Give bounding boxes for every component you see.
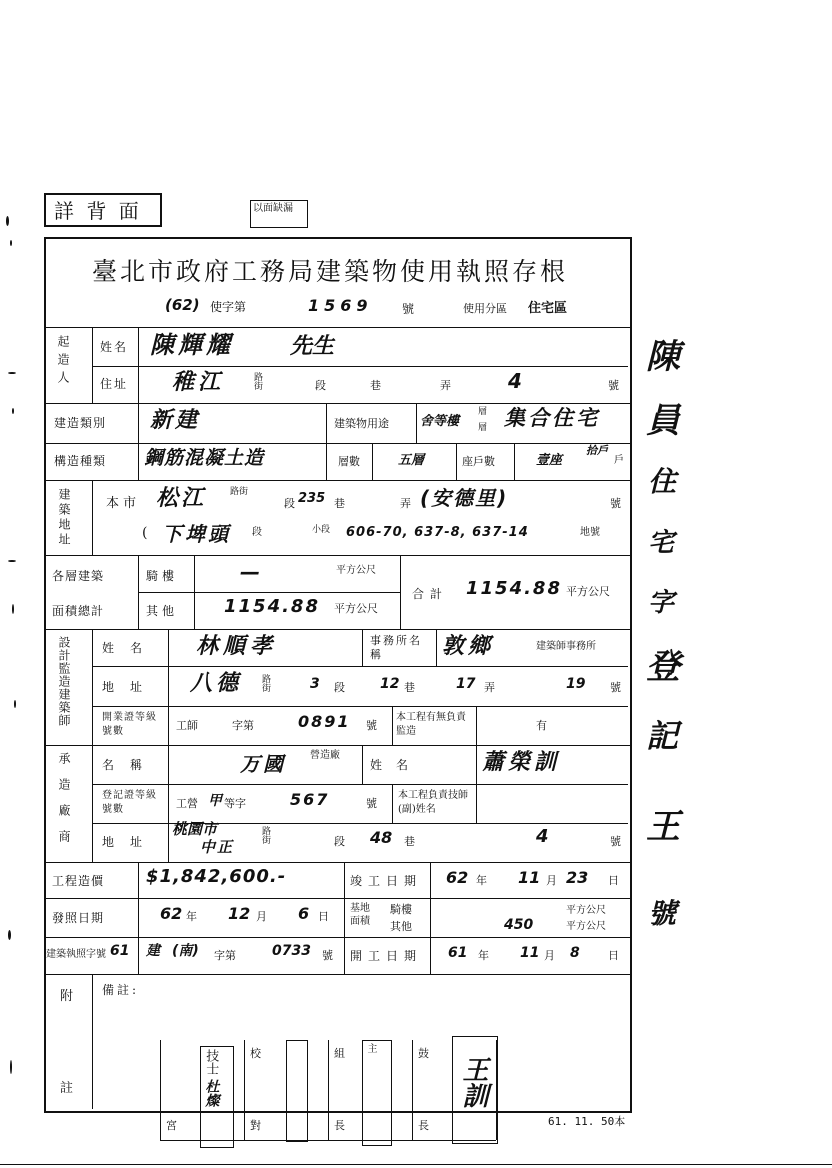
col-line bbox=[326, 443, 327, 480]
col-line bbox=[138, 403, 139, 480]
building-use-floor-sub2: 層 bbox=[478, 423, 488, 433]
designer-address-label: 地址 bbox=[102, 680, 159, 694]
scan-speck bbox=[10, 1060, 12, 1074]
approval-stamp-text: 主 bbox=[365, 1043, 376, 1053]
tech-stamp-title: 技士 bbox=[203, 1049, 219, 1075]
contractor-name-label: 名稱 bbox=[102, 758, 159, 772]
page-title: 臺北市政府工務局建築物使用執照存根 bbox=[92, 257, 569, 286]
divider bbox=[44, 629, 632, 630]
notes-label-bottom: 註 bbox=[60, 1081, 74, 1096]
col-line bbox=[476, 784, 477, 823]
designer-license-no: 0891 bbox=[298, 712, 351, 731]
col-line bbox=[412, 1040, 413, 1140]
scan-speck bbox=[6, 216, 9, 226]
site-paren-open: ( bbox=[142, 525, 148, 541]
divider bbox=[92, 784, 628, 785]
margin-char: 號 bbox=[648, 897, 677, 930]
col-line bbox=[344, 862, 345, 974]
other-area-label: 其他 bbox=[146, 604, 179, 618]
designer-address-road: 路街 bbox=[262, 675, 272, 694]
building-use-floor: 舍等樓 bbox=[420, 414, 460, 429]
site-lane: 巷 bbox=[334, 497, 345, 510]
bottom-edge bbox=[0, 1164, 832, 1165]
area-label-2: 面積總計 bbox=[52, 604, 105, 618]
designer-office-suffix: 建築師事務所 bbox=[536, 641, 596, 652]
divider bbox=[92, 366, 628, 367]
area-label-1: 各層建築 bbox=[52, 569, 105, 583]
completion-month-suffix: 月 bbox=[546, 874, 557, 887]
scan-speck bbox=[10, 240, 12, 246]
scan-speck bbox=[12, 408, 14, 414]
permit-ref-mid: 字第 bbox=[214, 949, 236, 962]
divider bbox=[138, 592, 400, 593]
designer-address-alley-no: 17 bbox=[456, 676, 476, 692]
start-day-suffix: 日 bbox=[608, 949, 619, 962]
contractor-reg-mid: 等字 bbox=[224, 797, 246, 810]
form-frame bbox=[44, 237, 632, 1113]
approval-stamp bbox=[362, 1040, 392, 1146]
col-line bbox=[436, 629, 437, 666]
col-line bbox=[392, 784, 393, 823]
footer-code: 61. 11. 50本 bbox=[548, 1115, 626, 1128]
col-line bbox=[392, 706, 393, 745]
margin-char: 字 bbox=[648, 588, 675, 618]
site-no-suffix: 號 bbox=[610, 497, 621, 510]
remark-label: 備註: bbox=[102, 983, 140, 997]
builder-address-no: 4 bbox=[508, 369, 522, 393]
builder-address-lane: 巷 bbox=[370, 379, 381, 392]
back-tab bbox=[44, 193, 162, 227]
scan-speck bbox=[14, 700, 16, 708]
margin-char: 宅 bbox=[648, 528, 675, 558]
contractor-address-no-suffix: 號 bbox=[610, 835, 621, 848]
completion-day-suffix: 日 bbox=[608, 874, 619, 887]
right-margin-column bbox=[640, 337, 680, 1060]
divider bbox=[44, 937, 632, 938]
start-month-suffix: 月 bbox=[544, 949, 555, 962]
permit-ref-year: 61 bbox=[110, 943, 130, 959]
floors-label: 層數 bbox=[338, 455, 360, 468]
contractor-address-sec: 段 bbox=[334, 835, 345, 848]
site-alley: 弄 bbox=[400, 497, 411, 510]
builder-address-sec: 段 bbox=[315, 379, 326, 392]
cost-value: $1,842,600.- bbox=[146, 866, 287, 887]
divider bbox=[44, 862, 632, 863]
builder-address-no-suffix: 號 bbox=[608, 379, 619, 392]
base-area-label: 基地面積 bbox=[350, 903, 370, 927]
build-type-label: 建造類別 bbox=[54, 416, 107, 430]
tech-stamp bbox=[200, 1046, 234, 1148]
building-use-floor-sub1: 層 bbox=[478, 407, 488, 417]
col-line bbox=[476, 706, 477, 745]
units-suffix: 戶 bbox=[614, 455, 624, 466]
area-unit-1: 平方公尺 bbox=[336, 565, 376, 576]
divider bbox=[44, 555, 632, 556]
other-area-value: 1154.88 bbox=[224, 596, 320, 617]
col-line bbox=[168, 629, 169, 862]
permit-number-suffix: 號 bbox=[402, 302, 415, 316]
designer-address-sec: 段 bbox=[334, 681, 345, 694]
builder-name-label: 姓名 bbox=[100, 340, 129, 354]
area-unit-3: 平方公尺 bbox=[566, 585, 610, 598]
builder-address-road: 路街 bbox=[254, 373, 264, 392]
site-lane-no: 235 bbox=[298, 491, 326, 506]
col-line bbox=[514, 443, 515, 480]
area-unit-2: 平方公尺 bbox=[334, 602, 378, 615]
margin-char: 員 bbox=[646, 401, 680, 441]
builder-address-value: 稚江 bbox=[172, 370, 225, 395]
site-road: 路街 bbox=[230, 487, 249, 497]
contractor-person-value: 蕭榮訓 bbox=[482, 750, 561, 775]
designer-name-value: 林順孝 bbox=[196, 634, 278, 659]
start-year-suffix: 年 bbox=[478, 949, 489, 962]
site-district: 松江 bbox=[156, 486, 207, 511]
arcade-label: 騎樓 bbox=[146, 569, 179, 583]
units-value: 壹座 bbox=[536, 453, 563, 468]
designer-license-suffix: 號 bbox=[366, 719, 377, 732]
contractor-name-suffix: 營造廠 bbox=[310, 750, 340, 761]
issue-date-label: 發照日期 bbox=[52, 911, 105, 925]
divider bbox=[44, 974, 632, 975]
designer-license-mid: 字第 bbox=[232, 719, 254, 732]
col-line bbox=[92, 974, 93, 1109]
completion-year: 62 bbox=[446, 868, 469, 887]
issue-year-suffix: 年 bbox=[186, 910, 197, 923]
signoff-col3-label: 鼓 bbox=[418, 1047, 429, 1060]
col-line bbox=[244, 1040, 245, 1140]
site-section-label: 建築地址 bbox=[57, 488, 71, 548]
contractor-address-road: 路街 bbox=[262, 827, 272, 846]
site-small-section-label: 段 bbox=[252, 527, 262, 538]
builder-address-label: 住址 bbox=[100, 377, 129, 391]
signoff-col2-label: 組 bbox=[334, 1047, 345, 1060]
divider bbox=[44, 327, 632, 328]
permit-ref-type: 建 bbox=[146, 943, 160, 959]
col-line bbox=[138, 555, 139, 629]
col-line bbox=[138, 327, 139, 403]
permit-ref-no: 0733 bbox=[272, 943, 311, 959]
tech-stamp-name: 杜燦 bbox=[203, 1079, 220, 1108]
col-line bbox=[456, 443, 457, 480]
margin-char: 陳 bbox=[646, 337, 680, 377]
permit-year: (62) bbox=[165, 296, 200, 314]
col-line bbox=[326, 403, 327, 443]
zone-value: 住宅區 bbox=[528, 301, 568, 316]
build-type-value: 新建 bbox=[150, 408, 201, 433]
col-line bbox=[138, 862, 139, 974]
contractor-tech-label: 本工程負責技師(副)姓名 bbox=[398, 790, 468, 815]
site-lot-numbers: 606-70, 637-8, 637-14 bbox=[346, 525, 529, 540]
building-use-value: 集合住宅 bbox=[504, 406, 600, 430]
col-line bbox=[92, 629, 93, 862]
scan-speck bbox=[12, 604, 14, 614]
margin-char: 住 bbox=[648, 465, 677, 498]
contractor-reg-label: 登記證等級號數 bbox=[102, 790, 157, 815]
divider bbox=[44, 403, 632, 404]
issue-year: 62 bbox=[160, 904, 183, 923]
contractor-reg-prefix: 工營 bbox=[176, 797, 198, 810]
signoff-col1-bottom: 對 bbox=[250, 1119, 261, 1132]
margin-char: 記 bbox=[646, 717, 679, 755]
permit-number: 1569 bbox=[308, 296, 373, 315]
completion-month: 11 bbox=[518, 868, 541, 887]
building-use-label: 建築物用途 bbox=[334, 417, 389, 430]
col-line bbox=[416, 403, 417, 443]
start-date-label: 開工日期 bbox=[350, 949, 423, 963]
completion-date-label: 竣工日期 bbox=[350, 874, 423, 888]
permit-label: 建築執照字號 bbox=[46, 949, 106, 960]
zone-label: 使用分區 bbox=[463, 302, 507, 315]
col-line bbox=[372, 443, 373, 480]
col-line bbox=[328, 1040, 329, 1140]
permit-char: 使字第 bbox=[210, 300, 247, 314]
structure-value: 鋼筋混凝土造 bbox=[144, 447, 265, 469]
issue-day-suffix: 日 bbox=[318, 910, 329, 923]
start-day: 8 bbox=[570, 945, 580, 961]
margin-char: 登 bbox=[646, 647, 680, 687]
designer-license-label: 開業證等級號數 bbox=[102, 712, 157, 737]
base-other-value: 450 bbox=[504, 917, 534, 933]
builder-name-value: 陳輝耀 bbox=[150, 331, 234, 359]
builder-section-label: 起造人 bbox=[56, 335, 70, 389]
divider bbox=[44, 480, 632, 481]
site-city: 本市 bbox=[106, 496, 141, 511]
designer-supervisor-value: 有 bbox=[536, 719, 547, 732]
designer-address-sec-no: 3 bbox=[310, 676, 320, 692]
base-unit-1: 平方公尺 bbox=[566, 905, 606, 916]
structure-label: 構造種類 bbox=[54, 454, 107, 468]
units-label: 座戶數 bbox=[462, 455, 495, 468]
contractor-address-city: 桃園市 bbox=[172, 820, 218, 838]
designer-address-value: 八德 bbox=[190, 671, 243, 696]
designer-office-label: 事務所名稱 bbox=[370, 634, 422, 662]
designer-address-no-suffix: 號 bbox=[610, 681, 621, 694]
col-line bbox=[362, 745, 363, 784]
floors-value: 五層 bbox=[398, 453, 425, 468]
designer-address-alley: 弄 bbox=[484, 681, 495, 694]
designer-office-value: 敦鄉 bbox=[442, 634, 495, 659]
small-stamp bbox=[250, 200, 308, 228]
site-lot-suffix: 地號 bbox=[580, 527, 600, 538]
total-area-value: 1154.88 bbox=[466, 578, 562, 599]
designer-address-no: 19 bbox=[566, 676, 586, 692]
contractor-section-label: 承造廠商 bbox=[57, 752, 71, 856]
contractor-person-label: 姓名 bbox=[370, 758, 423, 772]
designer-supervisor-label: 本工程有無負責監造 bbox=[396, 712, 466, 737]
contractor-address-road-name: 中正 bbox=[200, 838, 235, 856]
base-other-label: 其他 bbox=[390, 920, 412, 933]
signoff-col3-bottom: 長 bbox=[418, 1119, 429, 1132]
back-label: 詳 背 面 bbox=[54, 199, 142, 223]
permit-ref-char: (南) bbox=[172, 943, 199, 959]
col-line bbox=[430, 862, 431, 974]
signoff-left-bottom: 宮 bbox=[166, 1119, 177, 1132]
col-line bbox=[400, 555, 401, 629]
designer-license-prefix: 工師 bbox=[176, 719, 198, 732]
signoff-col2-bottom: 長 bbox=[334, 1119, 345, 1132]
start-month: 11 bbox=[520, 945, 540, 961]
contractor-name-value: 万國 bbox=[240, 752, 286, 776]
cost-label: 工程造價 bbox=[52, 874, 105, 888]
col-line bbox=[92, 480, 93, 555]
col-line bbox=[476, 745, 477, 784]
site-small-section-prefix: 小段 bbox=[312, 525, 331, 535]
issue-day: 6 bbox=[298, 904, 310, 923]
issue-month-suffix: 月 bbox=[256, 910, 267, 923]
divider bbox=[44, 745, 632, 746]
contractor-address-lane-no: 48 bbox=[370, 828, 393, 847]
start-year: 61 bbox=[448, 945, 468, 961]
notes-label-top: 附 bbox=[60, 989, 74, 1004]
arcade-value: — bbox=[240, 560, 260, 584]
small-stamp-text: 以面缺漏 bbox=[253, 203, 293, 214]
builder-address-alley: 弄 bbox=[440, 379, 451, 392]
scan-speck bbox=[8, 560, 16, 562]
completion-day: 23 bbox=[566, 868, 589, 887]
scan-speck bbox=[8, 930, 11, 940]
divider bbox=[92, 666, 628, 667]
review-stamp bbox=[286, 1040, 308, 1142]
designer-address-lane-no: 12 bbox=[380, 676, 400, 692]
margin-char: 王 bbox=[646, 807, 680, 847]
signature: 王訓 bbox=[458, 1056, 488, 1108]
total-area-label: 合計 bbox=[412, 587, 449, 601]
designer-section-label: 設計監造建築師 bbox=[57, 636, 71, 727]
site-small-section-name: 下埤頭 bbox=[162, 522, 231, 546]
base-unit-2: 平方公尺 bbox=[566, 921, 606, 932]
site-area-name: (安德里) bbox=[420, 486, 509, 510]
units-value-2: 拾戶 bbox=[586, 444, 608, 457]
signoff-col1-label: 校 bbox=[250, 1047, 261, 1060]
col-line bbox=[160, 1040, 161, 1140]
contractor-address-no: 4 bbox=[536, 826, 549, 847]
col-line bbox=[362, 629, 363, 666]
contractor-reg-grade: 甲 bbox=[208, 793, 222, 809]
divider bbox=[44, 898, 632, 899]
contractor-address-label: 地址 bbox=[102, 835, 159, 849]
base-arcade-label: 騎樓 bbox=[390, 903, 412, 916]
contractor-reg-no: 567 bbox=[290, 790, 330, 809]
contractor-address-lane: 巷 bbox=[404, 835, 415, 848]
issue-month: 12 bbox=[228, 904, 251, 923]
builder-name-suffix: 先生 bbox=[290, 334, 335, 359]
col-line bbox=[194, 555, 195, 629]
divider bbox=[44, 443, 632, 444]
col-line bbox=[92, 327, 93, 403]
designer-name-label: 姓名 bbox=[102, 641, 159, 655]
completion-year-suffix: 年 bbox=[476, 874, 487, 887]
contractor-reg-suffix: 號 bbox=[366, 797, 377, 810]
scan-speck bbox=[8, 372, 16, 374]
permit-ref-suffix: 號 bbox=[322, 949, 333, 962]
divider bbox=[92, 706, 628, 707]
site-sec: 段 bbox=[284, 497, 295, 510]
designer-address-lane: 巷 bbox=[404, 681, 415, 694]
